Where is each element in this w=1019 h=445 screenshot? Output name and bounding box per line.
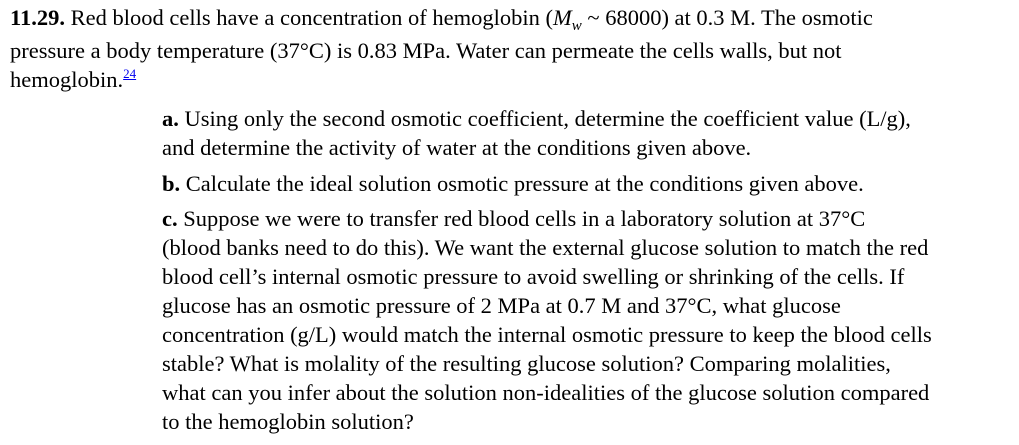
part-c-line-7: what can you infer about the solution non-idealities of the glucose solution compared (162, 380, 930, 405)
part-c-line-1 (162, 204, 865, 233)
part-b-label: b. (162, 171, 181, 196)
part-c-line-8: to the hemoglobin solution? (162, 409, 414, 434)
problem-number: 11.29. (10, 5, 66, 30)
part-c-text-1: Suppose we were to transfer red blood cells in a laboratory solution at 37°C (177, 206, 866, 231)
part-a-label: a. (162, 106, 179, 131)
part-c-label: c. (162, 206, 178, 231)
part-c-line-5: concentration (g/L) would match the internal osmotic pressure to keep the blood cells (162, 322, 932, 347)
problem-line-3 (10, 65, 136, 97)
part-a-line-2: and determine the activity of water at the conditions given above. (162, 135, 752, 160)
part-c-line-4: glucose has an osmotic pressure of 2 MPa at 0.7 M and 37°C, what glucose (162, 293, 841, 318)
problem-text-1a: Red blood cells have a concentration of hemoglobin ( (70, 5, 553, 30)
problem-line-2: pressure a body temperature (37°C) is 0.83 MPa. Water can permeate the cells walls, but not (10, 38, 842, 63)
part-c-line-3: blood cell’s internal osmotic pressure to avoid swelling or shrinking of the cells. If (162, 264, 905, 289)
molecular-weight-symbol: M (553, 5, 572, 30)
problem-line-1 (10, 3, 873, 36)
molecular-weight-subscript: w (571, 18, 582, 34)
part-a-text-1: Using only the second osmotic coefficient, determine the coefficient value (L/g), (178, 106, 911, 131)
part-a-line-1 (162, 104, 911, 133)
part-c-line-6: stable? What is molality of the resulting glucose solution? Comparing molalities, (162, 351, 891, 376)
part-b-line-1 (162, 169, 864, 198)
part-c-line-2: (blood banks need to do this). We want the external glucose solution to match the red (162, 235, 929, 260)
problem-text-1b: ~ 68000) at 0.3 M. The osmotic (581, 5, 873, 30)
part-b-text-1: Calculate the ideal solution osmotic pressure at the conditions given above. (180, 171, 864, 196)
problem-text-3: hemoglobin. (10, 67, 124, 92)
footnote-link[interactable]: 24 (123, 66, 137, 81)
